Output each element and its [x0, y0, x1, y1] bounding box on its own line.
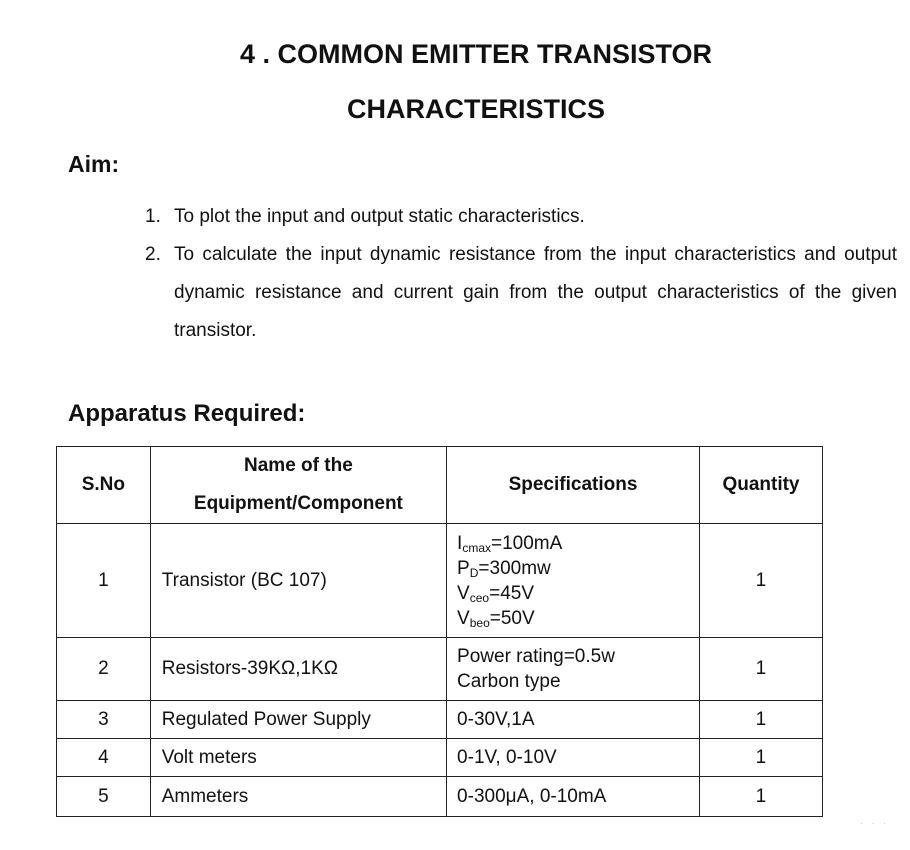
scan-speck: · · ·	[860, 818, 889, 828]
cell-spec	[447, 524, 700, 638]
spec-subscript: cmax	[462, 540, 491, 555]
cell-sno: 3	[57, 701, 151, 739]
cell-sno: 1	[57, 524, 151, 638]
spec-symbol: I	[457, 532, 463, 554]
page-title-line-2: CHARACTERISTICS	[346, 94, 605, 124]
spec-value: =50V	[489, 607, 535, 629]
column-header-name-line-2: Equipment/Component	[193, 493, 403, 514]
spec-line	[457, 556, 699, 581]
cell-name: Volt meters	[150, 739, 446, 777]
column-header-name-line-1: Name of the	[244, 455, 353, 476]
table-row	[57, 777, 823, 817]
cell-sno: 5	[57, 777, 151, 817]
cell-qty: 1	[699, 524, 822, 638]
column-header-spec: Specifications	[447, 447, 700, 524]
cell-spec: 0-30V,1A	[447, 701, 700, 739]
aim-item-2	[145, 236, 897, 350]
table-row	[57, 739, 823, 777]
aim-list	[145, 198, 897, 350]
cell-sno: 2	[57, 638, 151, 701]
aim-item-number: 1.	[145, 206, 161, 227]
aim-item-text: To calculate the input dynamic resistance from the input characteristics and output dynamic resistance and current gain from the output characteristics of the given transistor.	[174, 244, 897, 341]
cell-name: Regulated Power Supply	[150, 701, 446, 739]
spec-line: Power rating=0.5w	[457, 646, 615, 667]
cell-spec: 0-1V, 0-10V	[447, 739, 700, 777]
cell-spec: 0-300μA, 0-10mA	[447, 777, 700, 817]
spec-symbol: P	[457, 557, 470, 579]
cell-qty: 1	[699, 638, 822, 701]
column-header-qty: Quantity	[699, 447, 822, 524]
spec-symbol: V	[457, 607, 470, 629]
spec-line: Carbon type	[457, 671, 561, 692]
spec-subscript: D	[469, 565, 479, 580]
cell-sno: 4	[57, 739, 151, 777]
cell-qty: 1	[699, 777, 822, 817]
table-row	[57, 638, 823, 701]
spec-symbol: V	[457, 582, 470, 604]
cell-spec	[447, 638, 700, 701]
aim-heading: Aim:	[68, 151, 120, 177]
aim-item-1	[145, 198, 897, 236]
page-title-line-1: 4 . COMMON EMITTER TRANSISTOR	[239, 39, 712, 69]
column-header-name	[150, 447, 446, 524]
spec-line	[457, 606, 699, 631]
aim-item-number: 2.	[145, 244, 161, 265]
cell-name: Ammeters	[150, 777, 446, 817]
table-row	[57, 524, 823, 638]
apparatus-table	[56, 446, 823, 817]
spec-value: =300mw	[478, 557, 551, 579]
spec-subscript: beo	[469, 615, 490, 630]
spec-value: =100mA	[491, 532, 563, 554]
column-header-sno: S.No	[57, 447, 151, 524]
spec-value: =45V	[489, 582, 534, 604]
cell-qty: 1	[699, 701, 822, 739]
table-row	[57, 701, 823, 739]
cell-name: Transistor (BC 107)	[150, 524, 446, 638]
spec-line	[457, 531, 699, 556]
spec-subscript: ceo	[469, 590, 490, 605]
cell-name: Resistors-39KΩ,1KΩ	[150, 638, 446, 701]
spec-line	[457, 581, 699, 606]
apparatus-heading: Apparatus Required:	[68, 400, 306, 427]
aim-item-text: To plot the input and output static characteristics.	[174, 206, 585, 227]
cell-qty: 1	[699, 739, 822, 777]
table-header-row	[57, 447, 823, 524]
